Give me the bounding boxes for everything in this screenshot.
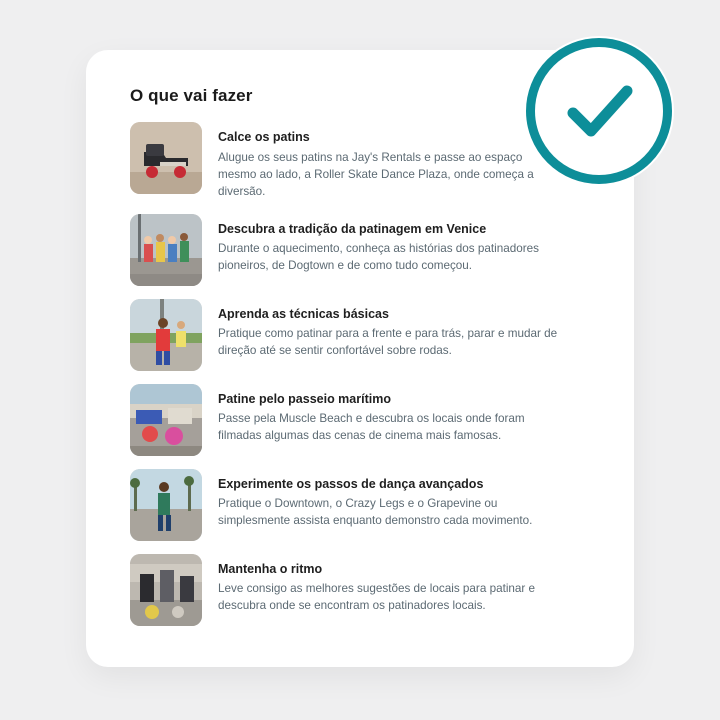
list-item-title: Descubra a tradição da patinagem em Venice (218, 221, 487, 236)
list-item[interactable] (130, 214, 612, 286)
list-item[interactable] (130, 554, 612, 626)
list-item-title: Patine pelo passeio marítimo (218, 391, 391, 406)
list-item-thumbnail (130, 214, 202, 286)
list-item-title: Experimente os passos de dança avançados (218, 476, 484, 491)
list-item-body (218, 299, 612, 361)
list-item-body (218, 214, 612, 276)
list-item-thumbnail (130, 384, 202, 456)
list-item-thumbnail (130, 554, 202, 626)
list-item-title: Calce os patins (218, 130, 310, 144)
list-item-title: Mantenha o ritmo (218, 561, 323, 576)
list-item-body (218, 469, 612, 531)
list-item-description: Leve consigo as melhores sugestões de locais para patinar e descubra onde se encontram os patinadores locais. (218, 582, 536, 613)
list-item[interactable] (130, 299, 612, 371)
list-item-title: Aprenda as técnicas básicas (218, 306, 389, 321)
list-item[interactable] (130, 469, 612, 541)
list-item-body (218, 554, 612, 616)
list-item-description: Pratique o Downtown, o Crazy Legs e o Grapevine ou simplesmente assista enquanto demonstro cada movimento. (218, 497, 533, 528)
list-item-description: Pratique como patinar para a frente e para trás, parar e mudar de direção até se sentir confortável sobre rodas. (218, 327, 558, 358)
page-title: O que vai fazer (130, 86, 253, 105)
list-item-description: Durante o aquecimento, conheça as histórias dos patinadores pioneiros, de Dogtown e de como tudo começou. (218, 242, 539, 273)
check-icon (526, 38, 672, 184)
status-badge (524, 36, 674, 186)
list-item-body (218, 384, 612, 446)
list-item-thumbnail (130, 122, 202, 194)
list-item-description: Passe pela Muscle Beach e descubra os locais onde foram filmadas algumas das cenas de cinema mais famosas. (218, 412, 525, 443)
list-item-thumbnail (130, 469, 202, 541)
list-item[interactable] (130, 384, 612, 456)
list-item-thumbnail (130, 299, 202, 371)
list-item-description: Alugue os seus patins na Jay's Rentals e passe ao espaço mesmo ao lado, a Roller Skate Dance Plaza, onde começa a diversão. (218, 150, 534, 198)
activity-list (130, 122, 612, 639)
